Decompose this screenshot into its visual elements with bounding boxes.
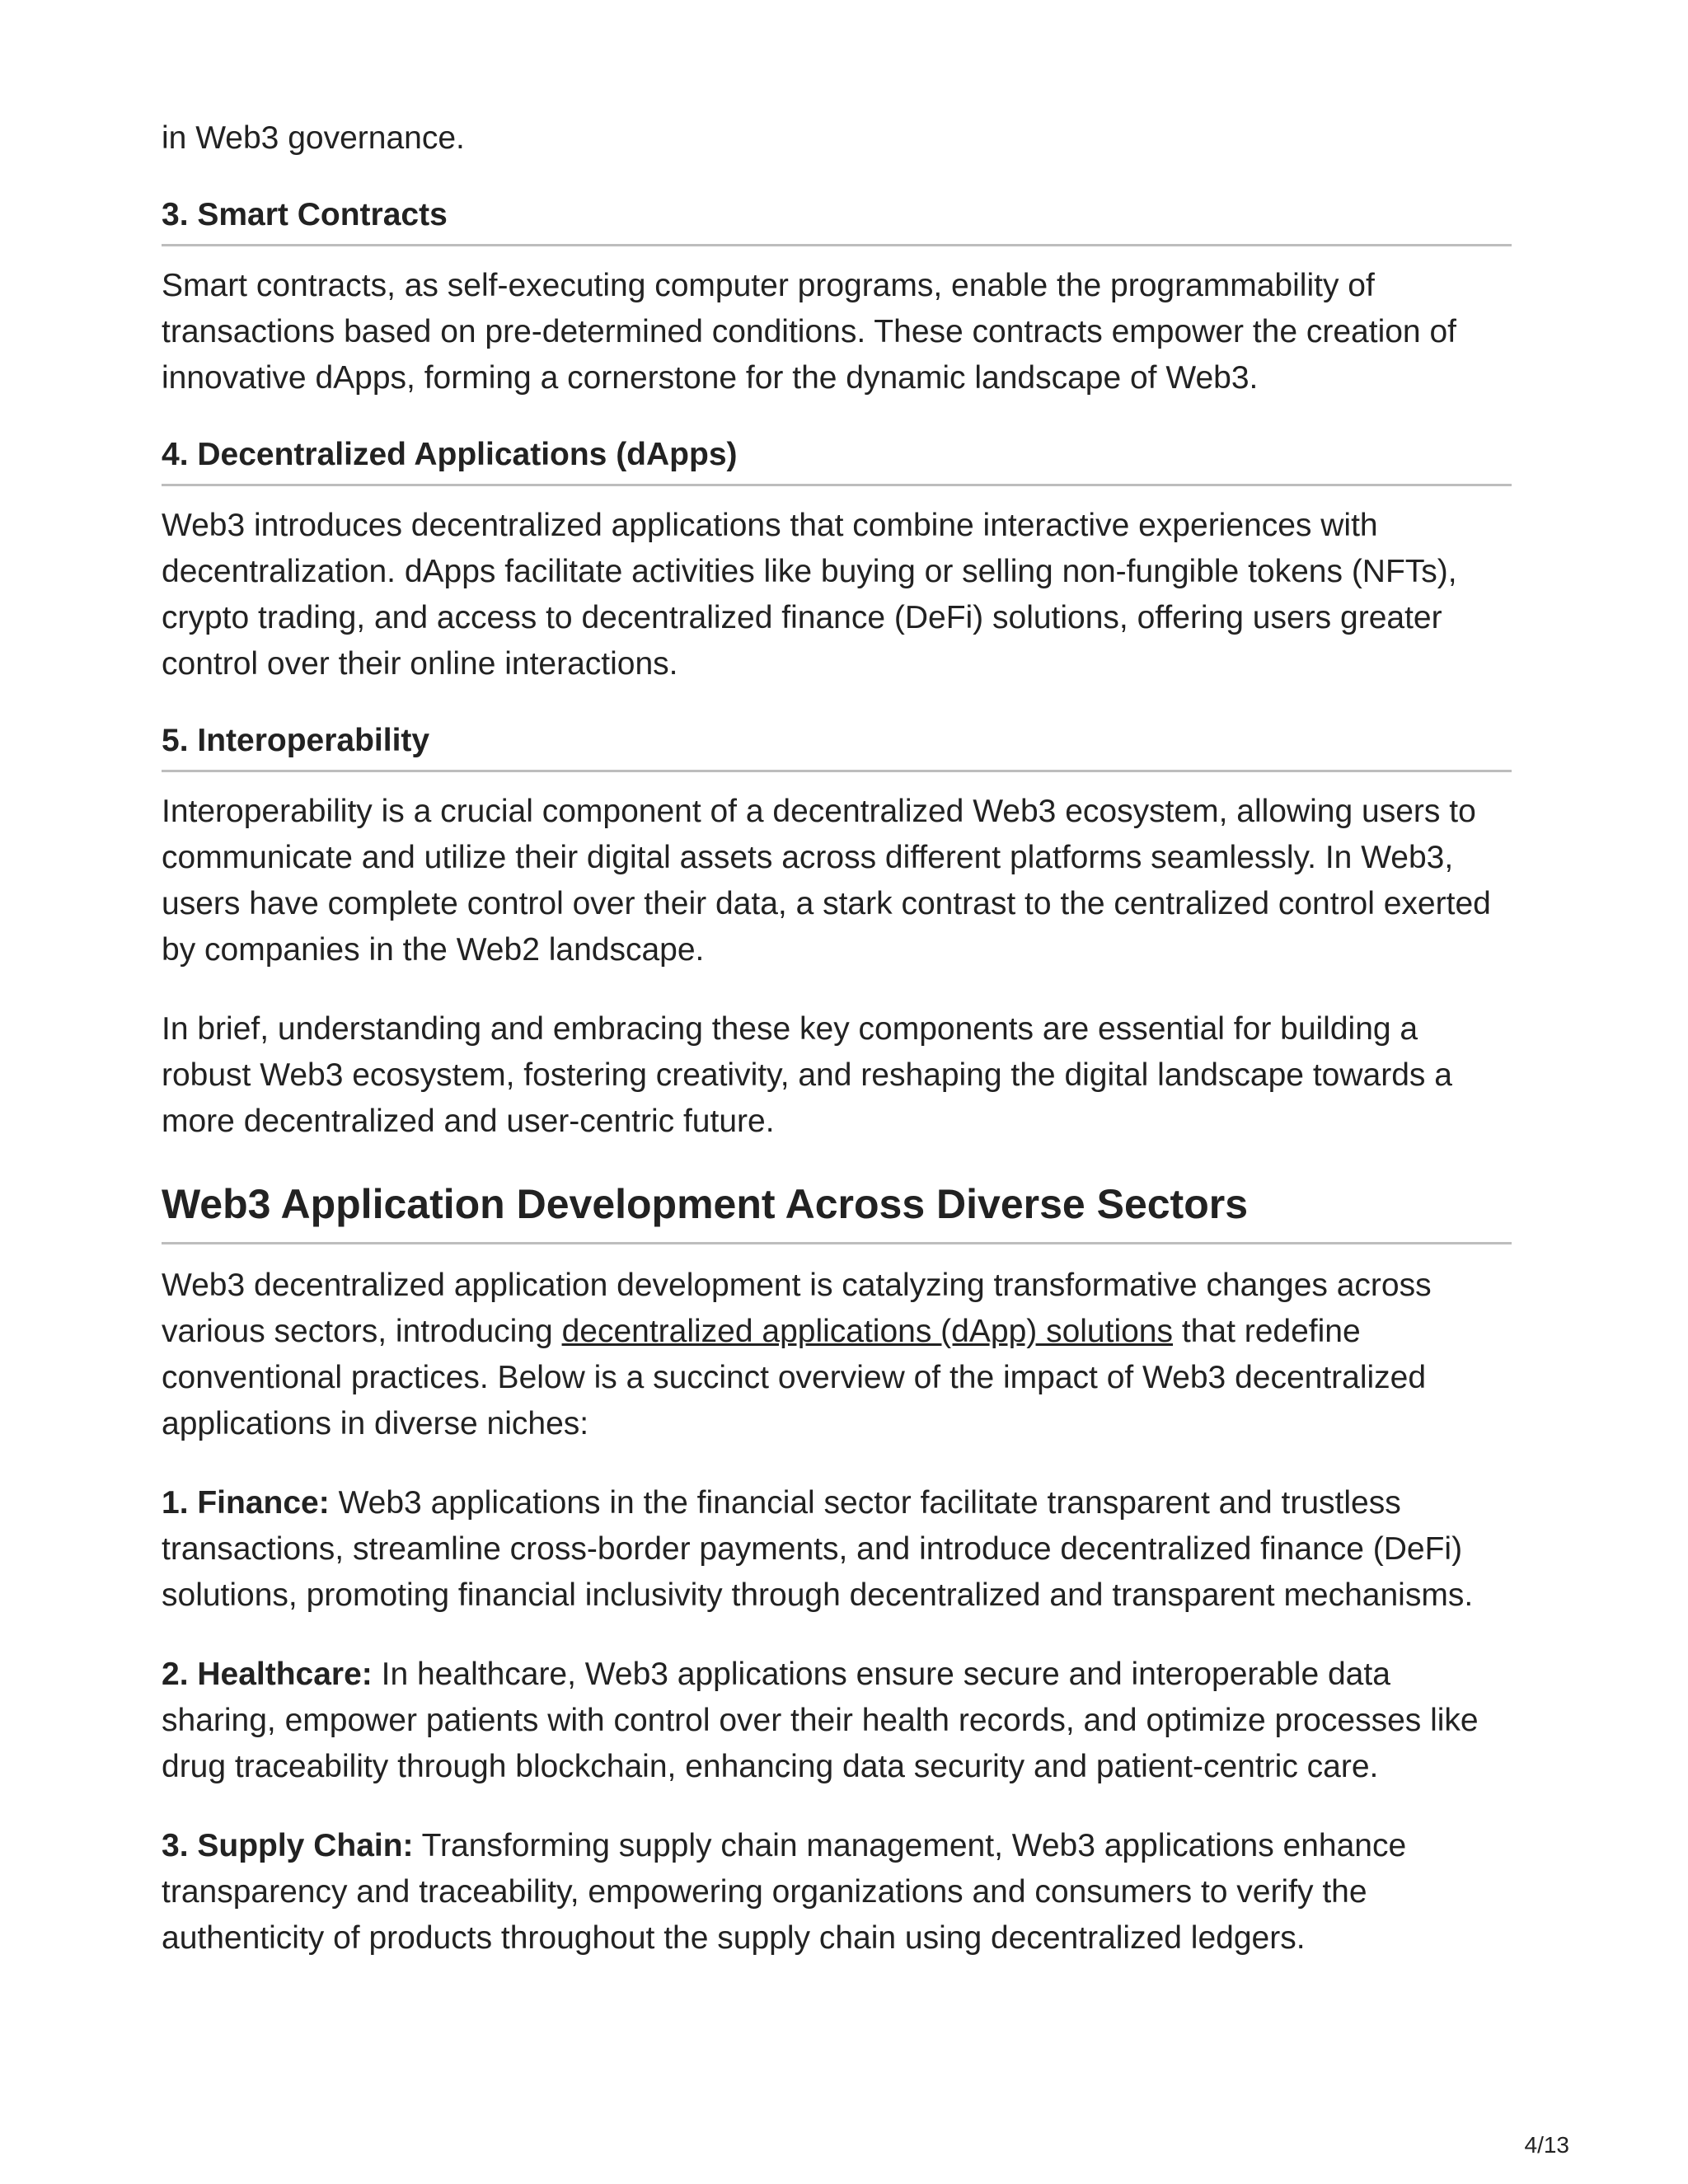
sectors-intro (162, 1263, 1512, 1447)
section-smart-contracts (162, 194, 1512, 401)
intro-fragment: in Web3 governance. (162, 120, 465, 156)
section-heading: 3. Smart Contracts (162, 194, 1512, 246)
sector-label: 3. Supply Chain: (162, 1828, 414, 1863)
sector-supply-chain (162, 1823, 1512, 1961)
summary-paragraph: In brief, understanding and embracing these key components are essential for building a robust Web3 ecosystem, fostering creativity, and reshaping the digital landscape towards a more decentralized and user-centric future. (162, 1011, 1452, 1139)
sector-text: Transforming supply chain management, Web3 applications enhance transparency and traceability, empowering organizations and consumers to verify the authenticity of products throughout the supply chain using decentralized ledgers. (162, 1828, 1407, 1956)
sector-healthcare (162, 1652, 1512, 1790)
section-body: Interoperability is a crucial component of a decentralized Web3 ecosystem, allowing users to communicate and utilize their digital assets across different platforms seamlessly. In Web3, users have complete control over their data, a stark contrast to the centralized control exerted by companies in the Web2 landscape. (162, 794, 1491, 968)
sectors-heading: Web3 Application Development Across Diverse Sectors (162, 1178, 1512, 1244)
sector-text: In healthcare, Web3 applications ensure secure and interoperable data sharing, empower patients with control over their health records, and optimize processes like drug traceability through blockchain, enhancing data security and patient-centric care. (162, 1657, 1479, 1784)
dapp-solutions-link[interactable]: decentralized applications (dApp) solutions (561, 1314, 1174, 1349)
section-body: Web3 introduces decentralized applications that combine interactive experiences with decentralization. dApps facilitate activities like buying or selling non-fungible tokens (NFTs), crypto trading, and access to decentralized finance (DeFi) solutions, offering users greater control over their online interactions. (162, 508, 1457, 682)
sector-label: 2. Healthcare: (162, 1657, 373, 1692)
section-body: Smart contracts, as self-executing computer programs, enable the programmability of transactions based on pre-determined conditions. These contracts empower the creation of innovative dApps, forming a cornerstone for the dynamic landscape of Web3. (162, 268, 1456, 396)
document-page (162, 115, 1512, 1994)
section-heading: 5. Interoperability (162, 720, 1512, 772)
section-dapps (162, 434, 1512, 687)
sector-text: Web3 applications in the financial sector facilitate transparent and trustless transactions, streamline cross-border payments, and introduce decentralized finance (DeFi) solutions, promoting financial inclusivity through decentralized and transparent mechanisms. (162, 1485, 1474, 1613)
sector-finance (162, 1480, 1512, 1619)
sectors-intro-text-end: that redefine conventional practices. Below is a succinct overview of the impact of Web3 decentralized applications in diverse niches: (162, 1314, 1427, 1441)
section-heading: 4. Decentralized Applications (dApps) (162, 434, 1512, 486)
sectors-intro-text: Web3 decentralized application development is catalyzing transformative changes across various sectors, introducing (162, 1268, 1432, 1349)
page-number: 4/13 (1524, 2132, 1569, 2158)
section-interoperability (162, 720, 1512, 973)
sector-label: 1. Finance: (162, 1485, 330, 1521)
